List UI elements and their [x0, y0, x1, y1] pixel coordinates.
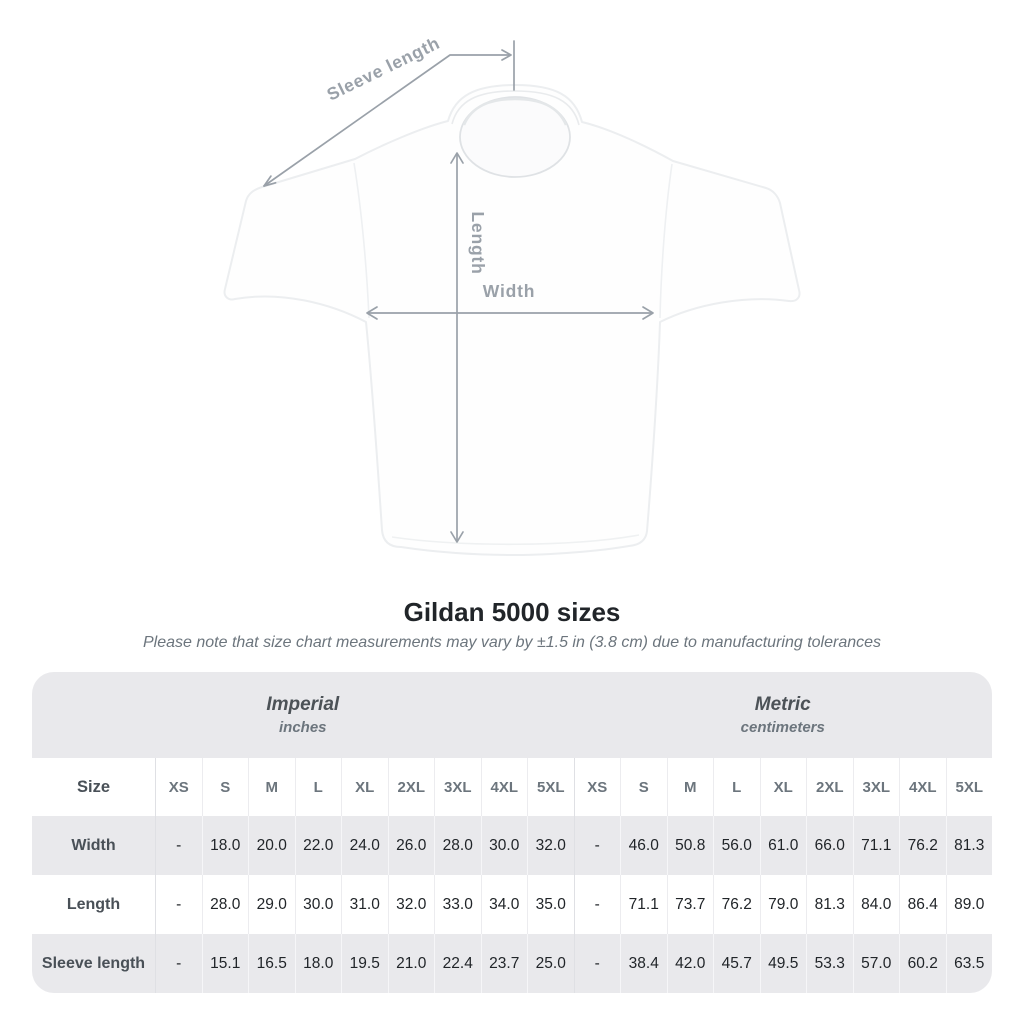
col-header-metric-s: S — [620, 758, 667, 816]
tolerance-note: Please note that size chart measurements may vary by ±1.5 in (3.8 cm) due to manufacturing tolerances — [142, 634, 882, 651]
value-cell: 25.0 — [527, 934, 574, 993]
value-cell: 28.0 — [434, 816, 481, 875]
col-header-metric-l: L — [713, 758, 760, 816]
value-cell: 76.2 — [899, 816, 946, 875]
value-cell: - — [574, 816, 621, 875]
col-header-imperial-xs: XS — [155, 758, 202, 816]
col-header-metric-2xl: 2XL — [806, 758, 853, 816]
col-header-metric-4xl: 4XL — [899, 758, 946, 816]
value-cell: - — [574, 934, 621, 993]
value-cell: 19.5 — [341, 934, 388, 993]
value-cell: 63.5 — [946, 934, 993, 993]
value-cell: 66.0 — [806, 816, 853, 875]
length-label: Length — [468, 211, 488, 275]
value-cell: 31.0 — [341, 875, 388, 934]
value-cell: 46.0 — [620, 816, 667, 875]
col-header-metric-m: M — [667, 758, 714, 816]
value-cell: 28.0 — [202, 875, 249, 934]
value-cell: 32.0 — [527, 816, 574, 875]
col-header-metric-xl: XL — [760, 758, 807, 816]
value-cell: 22.0 — [295, 816, 342, 875]
value-cell: 15.1 — [202, 934, 249, 993]
value-cell: 71.1 — [853, 816, 900, 875]
col-header-imperial-s: S — [202, 758, 249, 816]
value-cell: 89.0 — [946, 875, 993, 934]
col-header-imperial-l: L — [295, 758, 342, 816]
imperial-label: Imperial — [266, 693, 340, 715]
row-width — [32, 816, 992, 875]
value-cell: 81.3 — [806, 875, 853, 934]
value-cell: 50.8 — [667, 816, 714, 875]
value-cell: 26.0 — [388, 816, 435, 875]
col-header-imperial-5xl: 5XL — [527, 758, 574, 816]
col-header-imperial-4xl: 4XL — [481, 758, 528, 816]
col-header-imperial-3xl: 3XL — [434, 758, 481, 816]
row-length — [32, 875, 992, 934]
value-cell: 57.0 — [853, 934, 900, 993]
value-cell: 53.3 — [806, 934, 853, 993]
value-cell: 18.0 — [202, 816, 249, 875]
value-cell: 24.0 — [341, 816, 388, 875]
value-cell: 49.5 — [760, 934, 807, 993]
unit-band-row — [32, 672, 992, 758]
col-header-metric-3xl: 3XL — [853, 758, 900, 816]
value-cell: 18.0 — [295, 934, 342, 993]
metric-label: Metric — [754, 693, 811, 715]
value-cell: 60.2 — [899, 934, 946, 993]
value-cell: 76.2 — [713, 875, 760, 934]
size-column-header: Size — [32, 758, 155, 816]
col-header-metric-xs: XS — [574, 758, 621, 816]
value-cell: 81.3 — [946, 816, 993, 875]
col-header-imperial-m: M — [248, 758, 295, 816]
value-cell: 84.0 — [853, 875, 900, 934]
value-cell: 73.7 — [667, 875, 714, 934]
value-cell: 71.1 — [620, 875, 667, 934]
value-cell: 42.0 — [667, 934, 714, 993]
col-header-metric-5xl: 5XL — [946, 758, 993, 816]
value-cell: 30.0 — [481, 816, 528, 875]
sleeve-length-label: Sleeve length — [323, 32, 444, 105]
value-cell: 86.4 — [899, 875, 946, 934]
measurements-body — [32, 816, 992, 993]
value-cell: 33.0 — [434, 875, 481, 934]
size-table-container — [32, 672, 992, 993]
width-label: Width — [482, 281, 536, 301]
value-cell: - — [574, 875, 621, 934]
value-cell: 29.0 — [248, 875, 295, 934]
value-cell: 35.0 — [527, 875, 574, 934]
value-cell: 38.4 — [620, 934, 667, 993]
value-cell: 56.0 — [713, 816, 760, 875]
value-cell: 20.0 — [248, 816, 295, 875]
value-cell: 79.0 — [760, 875, 807, 934]
value-cell: - — [155, 875, 202, 934]
value-cell: 34.0 — [481, 875, 528, 934]
size-header-row — [32, 758, 992, 816]
value-cell: 45.7 — [713, 934, 760, 993]
value-cell: - — [155, 934, 202, 993]
row-label: Width — [32, 816, 155, 875]
value-cell: 21.0 — [388, 934, 435, 993]
value-cell: 61.0 — [760, 816, 807, 875]
row-label: Length — [32, 875, 155, 934]
imperial-sublabel: inches — [278, 719, 327, 737]
page-title: Gildan 5000 sizes — [403, 597, 621, 627]
imperial-group-header — [32, 672, 574, 758]
value-cell: 23.7 — [481, 934, 528, 993]
col-header-imperial-2xl: 2XL — [388, 758, 435, 816]
row-label: Sleeve length — [32, 934, 155, 993]
value-cell: - — [155, 816, 202, 875]
size-table — [32, 672, 992, 993]
col-header-imperial-xl: XL — [341, 758, 388, 816]
metric-sublabel: centimeters — [740, 719, 825, 737]
value-cell: 32.0 — [388, 875, 435, 934]
metric-group-header — [574, 672, 993, 758]
value-cell: 16.5 — [248, 934, 295, 993]
value-cell: 30.0 — [295, 875, 342, 934]
row-sleeve-length — [32, 934, 992, 993]
value-cell: 22.4 — [434, 934, 481, 993]
